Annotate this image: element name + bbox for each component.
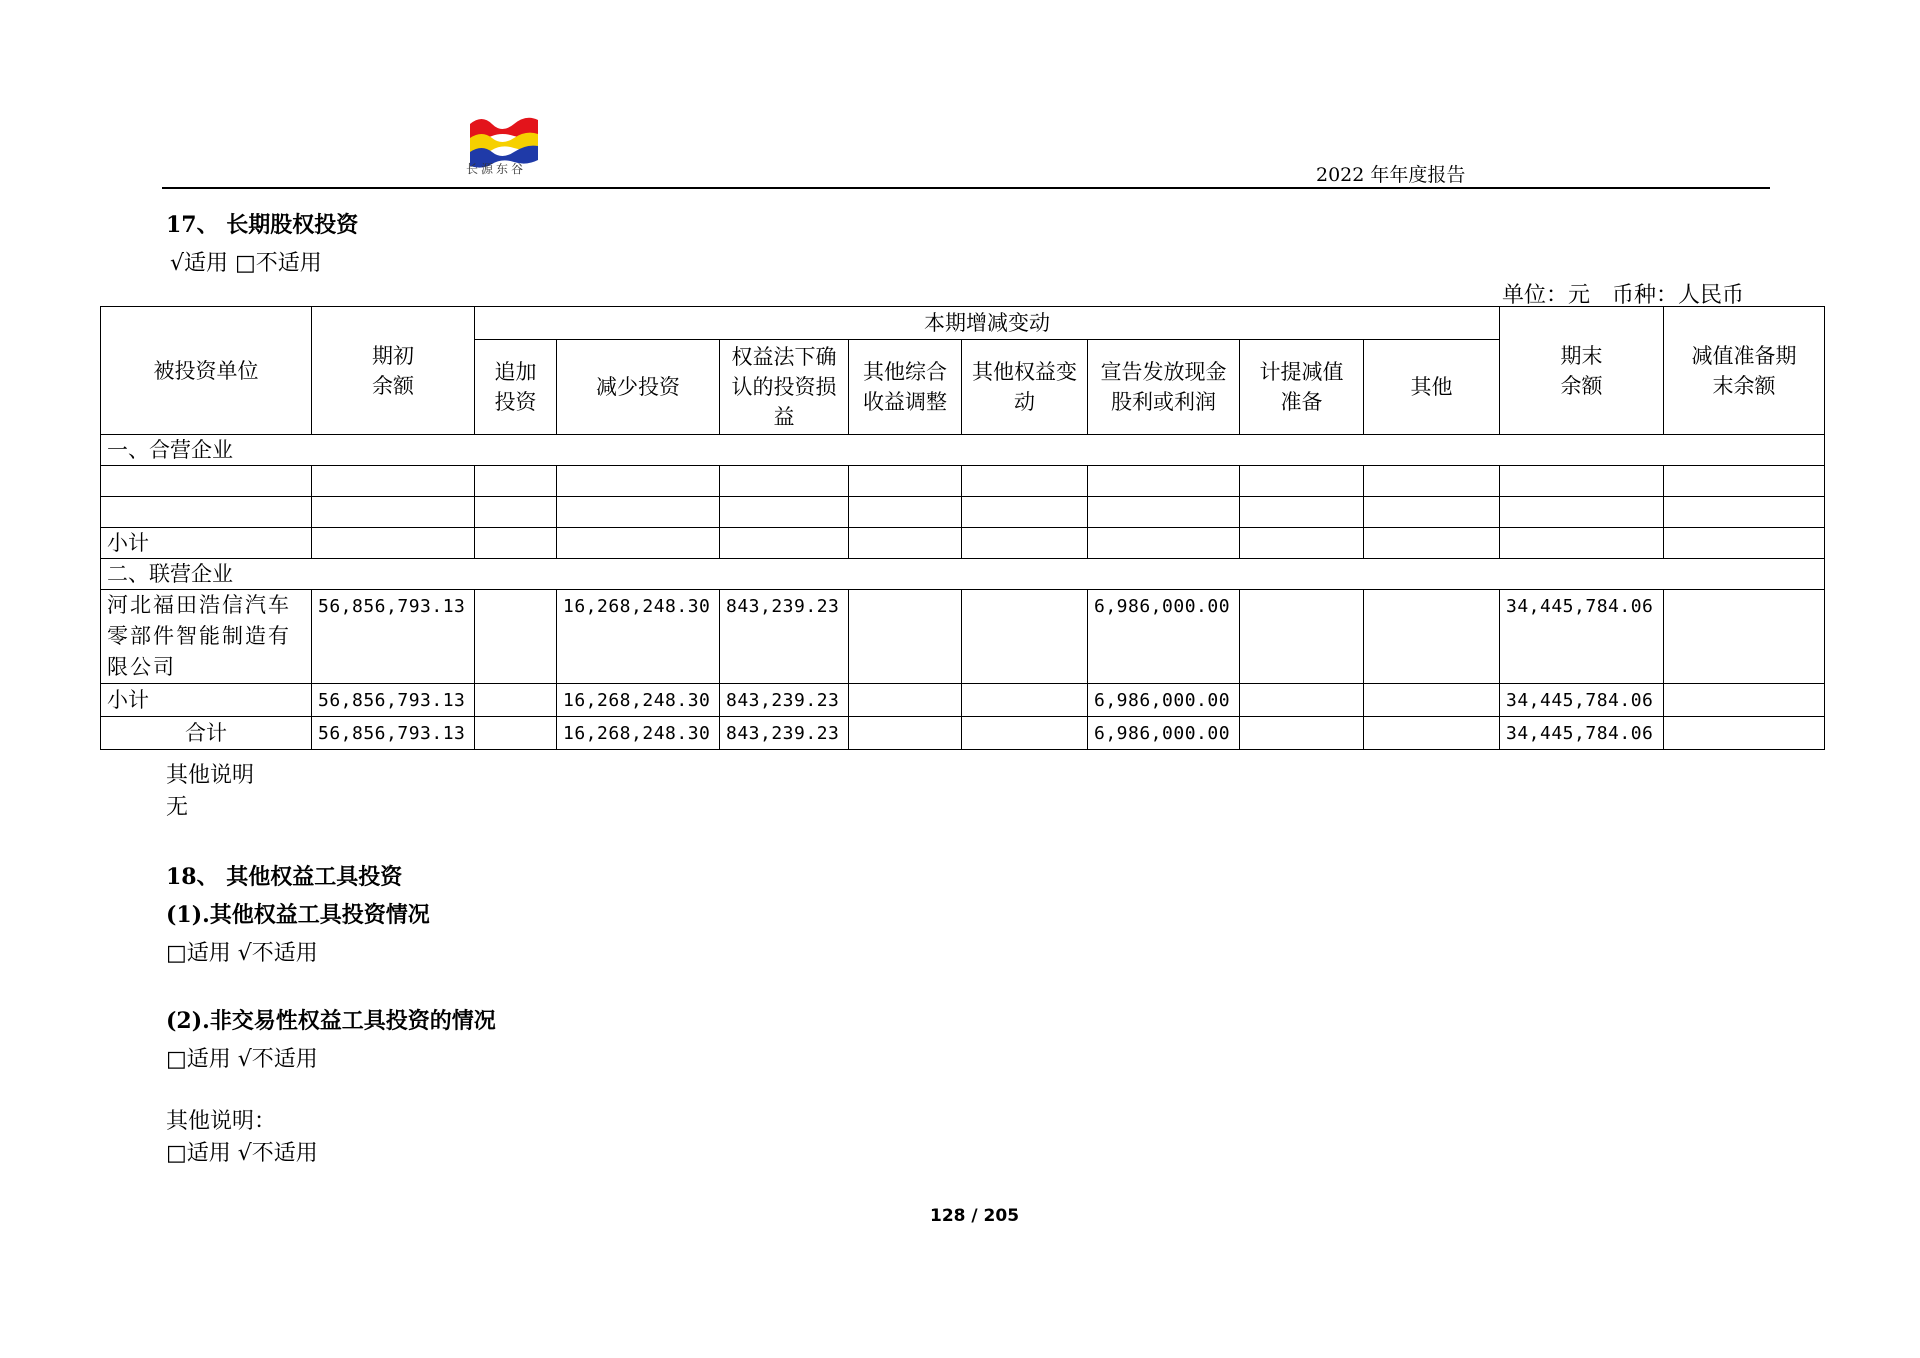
jv-section-label: 一、合营企业 xyxy=(101,435,1825,466)
header-other-equity-change: 其他权益变动 xyxy=(962,340,1088,435)
header-oci-adjustment: 其他综合收益调整 xyxy=(849,340,962,435)
total-dividend: 6,986,000.00 xyxy=(1088,717,1240,750)
table-row xyxy=(101,717,1825,750)
section-18-title: 18、 其他权益工具投资 xyxy=(166,864,403,890)
total-equity-income: 843,239.23 xyxy=(720,717,849,750)
header-reduced-investment: 减少投资 xyxy=(557,340,720,435)
header-closing-balance: 期末余额 xyxy=(1500,307,1664,435)
other-note-label: 其他说明 xyxy=(166,763,255,788)
total-opening: 56,856,793.13 xyxy=(312,717,475,750)
page-number: 128 / 205 xyxy=(930,1206,1020,1226)
header-impairment-provision: 计提减值准备 xyxy=(1240,340,1364,435)
other-note-value: 无 xyxy=(166,795,189,820)
company-dividend: 6,986,000.00 xyxy=(1088,590,1240,684)
total-label: 合计 xyxy=(101,717,312,750)
company-reduced: 16,268,248.30 xyxy=(557,590,720,684)
header-equity-method-income: 权益法下确认的投资损益 xyxy=(720,340,849,435)
table-row xyxy=(101,497,1825,528)
header-divider xyxy=(162,187,1770,189)
header-opening-balance: 期初余额 xyxy=(312,307,475,435)
associate-subtotal-label: 小计 xyxy=(101,684,312,717)
subtotal-closing: 34,445,784.06 xyxy=(1500,684,1664,717)
report-title: 2022 年年度报告 xyxy=(1316,164,1466,186)
jv-subtotal-label: 小计 xyxy=(101,528,312,559)
header-change-group: 本期增减变动 xyxy=(475,307,1500,340)
section-18-sub2-applicable: □适用 √不适用 xyxy=(166,1047,318,1072)
associate-section-label: 二、联营企业 xyxy=(101,559,1825,590)
header-impairment-closing: 减值准备期末余额 xyxy=(1664,307,1825,435)
subtotal-equity-income: 843,239.23 xyxy=(720,684,849,717)
logo-text: 长源东谷 xyxy=(466,162,527,176)
company-opening: 56,856,793.13 xyxy=(312,590,475,684)
section-18-sub1-title: (1).其他权益工具投资情况 xyxy=(166,902,430,928)
header-other: 其他 xyxy=(1364,340,1500,435)
section-18-other-label: 其他说明： xyxy=(166,1109,277,1134)
company-name: 河北福田浩信汽车零部件智能制造有限公司 xyxy=(101,590,312,684)
section-17-title: 17、 长期股权投资 xyxy=(166,212,359,238)
total-closing: 34,445,784.06 xyxy=(1500,717,1664,750)
long-term-equity-investment-table xyxy=(100,306,1825,750)
subtotal-reduced: 16,268,248.30 xyxy=(557,684,720,717)
company-closing: 34,445,784.06 xyxy=(1500,590,1664,684)
table-row xyxy=(101,528,1825,559)
subtotal-dividend: 6,986,000.00 xyxy=(1088,684,1240,717)
subtotal-opening: 56,856,793.13 xyxy=(312,684,475,717)
table-row xyxy=(101,684,1825,717)
header-investee: 被投资单位 xyxy=(101,307,312,435)
table-row xyxy=(101,590,1825,684)
header-declared-dividend: 宣告发放现金股利或利润 xyxy=(1088,340,1240,435)
section-18-sub1-applicable: □适用 √不适用 xyxy=(166,941,318,966)
header-additional-investment: 追加投资 xyxy=(475,340,557,435)
company-equity-income: 843,239.23 xyxy=(720,590,849,684)
section-18-sub2-title: (2).非交易性权益工具投资的情况 xyxy=(166,1008,496,1034)
section-17-applicable: √适用 □不适用 xyxy=(170,251,322,276)
section-18-other-applicable: □适用 √不适用 xyxy=(166,1141,318,1166)
unit-currency-label: 单位：元 币种：人民币 xyxy=(1502,283,1745,308)
table-row xyxy=(101,466,1825,497)
total-reduced: 16,268,248.30 xyxy=(557,717,720,750)
